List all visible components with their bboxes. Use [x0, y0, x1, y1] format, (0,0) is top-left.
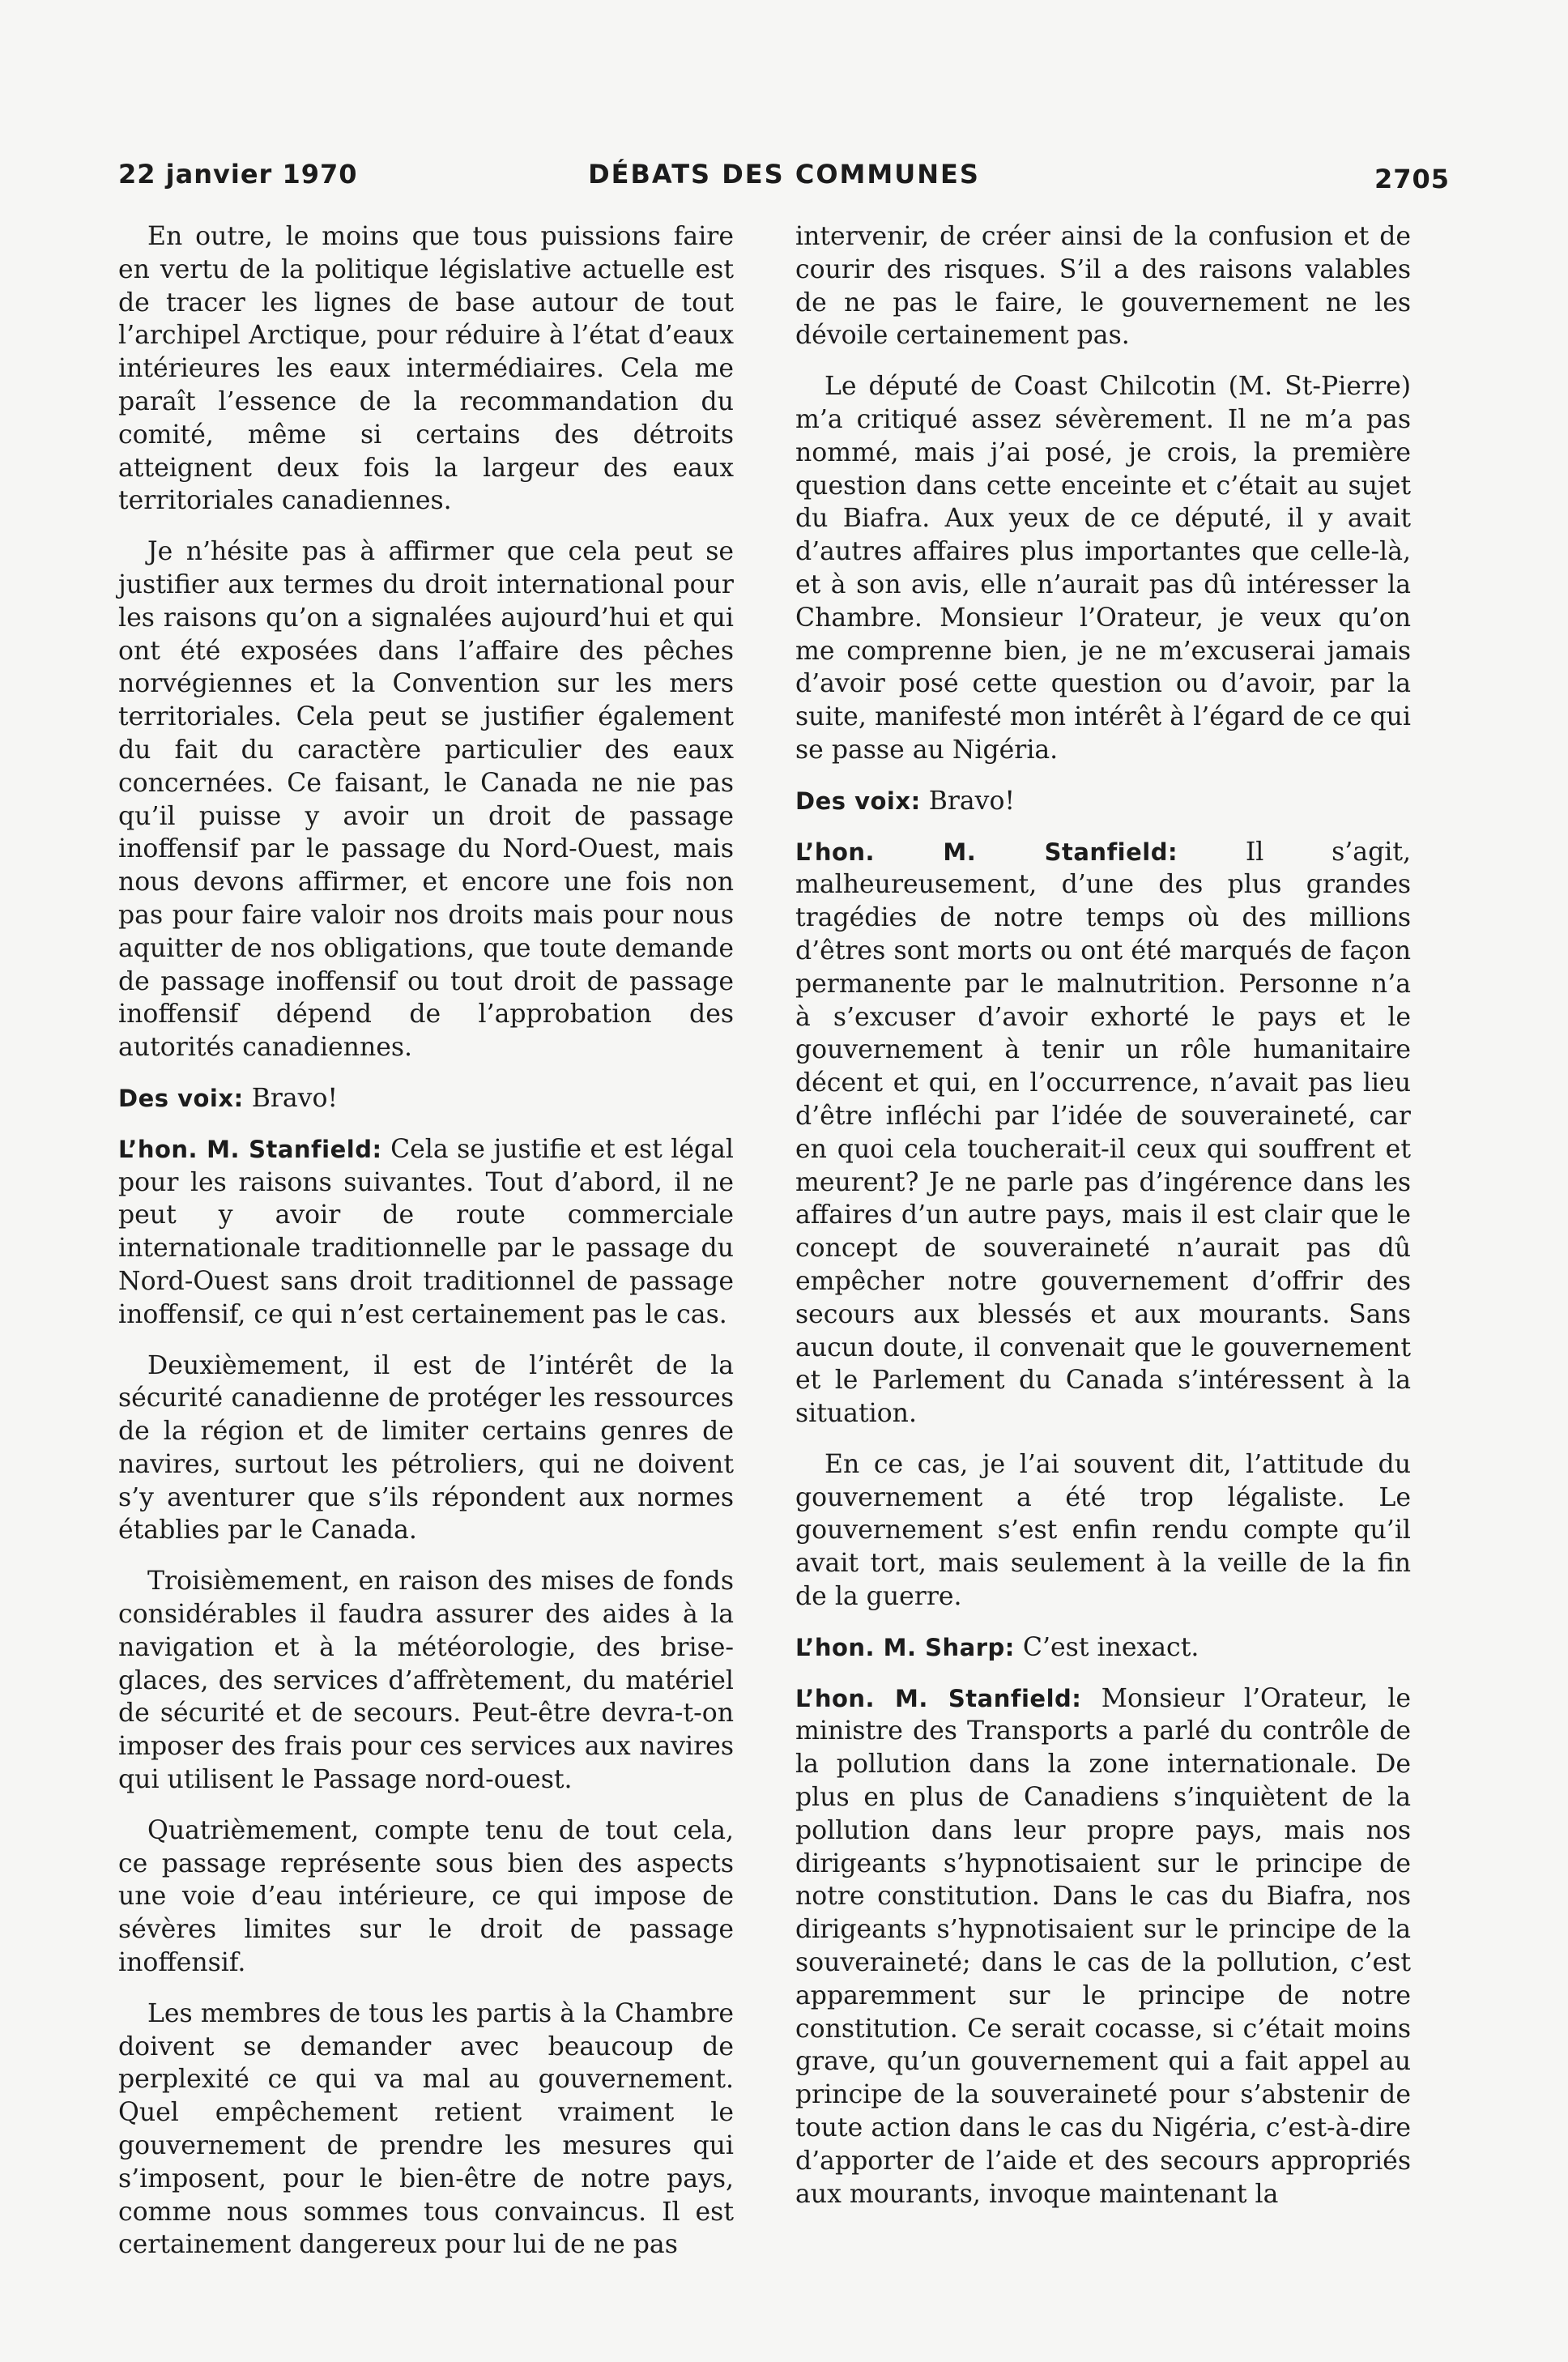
speech	[118, 1082, 734, 1115]
speaker-name: Des voix:	[795, 787, 921, 815]
speech-text: Il s’agit, malheureusement, d’une des plus grandes tragédies de notre temps où des millions d’êtres sont morts ou ont été marqués de façon permanente par le malnutrition. Personne n’a à s’excuser d’avoir exhorté le pays et le gouvernement à tenir un rôle humanitaire décent et qui, en l’occurrence, n’avait pas lieu d’être infléchi par l’idée de souveraineté, car en quoi cela toucherait-il ceux qui souffrent et meurent? Je ne parle pas d’ingérence dans les affaires d’un autre pays, mais il est clair que le concept de souveraineté n’aurait pas dû empêcher notre gouvernement d’offrir des secours aux blessés et aux mourants. Sans aucun doute, il convenait que le gouvernement et le Parlement du Canada s’intéressent à la situation.	[795, 837, 1411, 1429]
speaker-name: L’hon. M. Stanfield:	[118, 1135, 382, 1163]
speaker-name: L’hon. M. Sharp:	[795, 1633, 1015, 1661]
speech	[118, 1133, 734, 1332]
paragraph: En outre, le moins que tous puissions faire en vertu de la politique législative actuelle est de tracer les lignes de base autour de tout l’archipel Arctique, pour réduire à l’état d’eaux intérieures les eaux intermédiaires. Cela me paraît l’essence de la recommandation du comité, même si certains des détroits atteignent deux fois la largeur des eaux territoriales canadiennes.	[118, 222, 734, 516]
left-column	[118, 220, 734, 2260]
speech	[795, 785, 1411, 818]
header-title: DÉBATS DES COMMUNES	[588, 159, 980, 190]
header-page-number: 2705	[1374, 164, 1450, 194]
paragraph: Le député de Coast Chilcotin (M. St-Pierre) m’a critiqué assez sévèrement. Il ne m’a pas nommé, mais j’ai posé, je crois, la première question dans cette enceinte et c’était au sujet du Biafra. Aux yeux de ce député, il y avait d’autres affaires plus importantes que celle-là, et à son avis, elle n’aurait pas dû intéresser la Chambre. Monsieur l’Orateur, je veux qu’on me comprenne bien, je ne m’excuserai jamais d’avoir posé cette question ou d’avoir, par la suite, manifesté mon intérêt à l’égard de ce qui se passe au Nigéria.	[795, 372, 1411, 765]
speech-text: Cela se justifie et est légal pour les raisons suivantes. Tout d’abord, il ne peut y avoir de route commerciale internationale traditionnelle par le passage du Nord-Ouest sans droit traditionnel de passage inoffensif, ce qui n’est certainement pas le cas.	[118, 1134, 734, 1329]
speech	[795, 1631, 1411, 1665]
speech	[795, 1682, 1411, 2211]
paragraph: Je n’hésite pas à affirmer que cela peut se justifier aux termes du droit international pour les raisons qu’on a signalées aujourd’hui et qui ont été exposées dans l’affaire des pêches norvégiennes et la Convention sur les mers territoriales. Cela peut se justifier également du fait du caractère particulier des eaux concernées. Ce faisant, le Canada ne nie pas qu’il puisse y avoir un droit de passage inoffensif par le passage du Nord-Ouest, mais nous devons affirmer, et encore une fois non pas pour faire valoir nos droits mais pour nous aquitter de nos obligations, que toute demande de passage inoffensif ou tout droit de passage inoffensif dépend de l’approbation des autorités canadiennes.	[118, 537, 734, 1063]
page-header	[118, 159, 1450, 199]
paragraph: Deuxièmement, il est de l’intérêt de la sécurité canadienne de protéger les ressources de la région et de limiter certains genres de navires, surtout les pétroliers, qui ne doivent s’y aventurer que s’ils répondent aux normes établies par le Canada.	[118, 1350, 734, 1546]
speaker-name: L’hon. M. Stanfield:	[795, 838, 1178, 866]
header-date: 22 janvier 1970	[118, 159, 358, 190]
speech-text: Monsieur l’Orateur, le ministre des Transports a parlé du contrôle de la pollution dans la zone internationale. De plus en plus de Canadiens s’inquiètent de la pollution dans leur propre pays, mais nos dirigeants s’hypnotisaient sur le principe de notre constitution. Dans le cas du Biafra, nos dirigeants s’hypnotisaient sur le principe de la souveraineté; dans le cas de la pollution, c’est apparemment sur le principe de notre constitution. Ce serait cocasse, si c’était moins grave, qu’un gouvernement qui a fait appel au principe de la souveraineté pour s’abstenir de toute action dans le cas du Nigéria, c’est-à-dire d’apporter de l’aide et des secours appropriés aux mourants, invoque maintenant la	[795, 1683, 1411, 2209]
paragraph: Troisièmement, en raison des mises de fonds considérables il faudra assurer des aides à la navigation et à la météorologie, des brise-glaces, des services d’affrètement, du matériel de sécurité et de secours. Peut-être devra-t-on imposer des frais pour ces services aux navires qui utilisent le Passage nord-ouest.	[118, 1567, 734, 1795]
right-column	[795, 220, 1411, 2209]
paragraph: Quatrièmement, compte tenu de tout cela, ce passage représente sous bien des aspects une voie d’eau intérieure, ce qui impose de sévères limites sur le droit de passage inoffensif.	[118, 1815, 734, 1978]
paragraph-continued: intervenir, de créer ainsi de la confusion et de courir des risques. S’il a des raisons valables de ne pas le faire, le gouvernement ne les dévoile certainement pas.	[795, 222, 1411, 351]
paragraph: En ce cas, je l’ai souvent dit, l’attitude du gouvernement a été trop légaliste. Le gouvernement s’est enfin rendu compte qu’il avait tort, mais seulement à la veille de la fin de la guerre.	[795, 1449, 1411, 1612]
speech-text: Bravo!	[251, 1083, 339, 1113]
speech	[795, 836, 1411, 1430]
speech-text: C’est inexact.	[1022, 1632, 1199, 1662]
paragraph: Les membres de tous les partis à la Chambre doivent se demander avec beaucoup de perplexité ce qui va mal au gouvernement. Quel empêchement retient vraiment le gouvernement de prendre les mesures qui s’imposent, pour le bien-être de notre pays, comme nous sommes tous convaincus. Il est certainement dangereux pour lui de ne pas	[118, 1998, 734, 2260]
speaker-name: Des voix:	[118, 1084, 244, 1112]
speaker-name: L’hon. M. Stanfield:	[795, 1684, 1082, 1712]
speech-text: Bravo!	[928, 786, 1016, 816]
